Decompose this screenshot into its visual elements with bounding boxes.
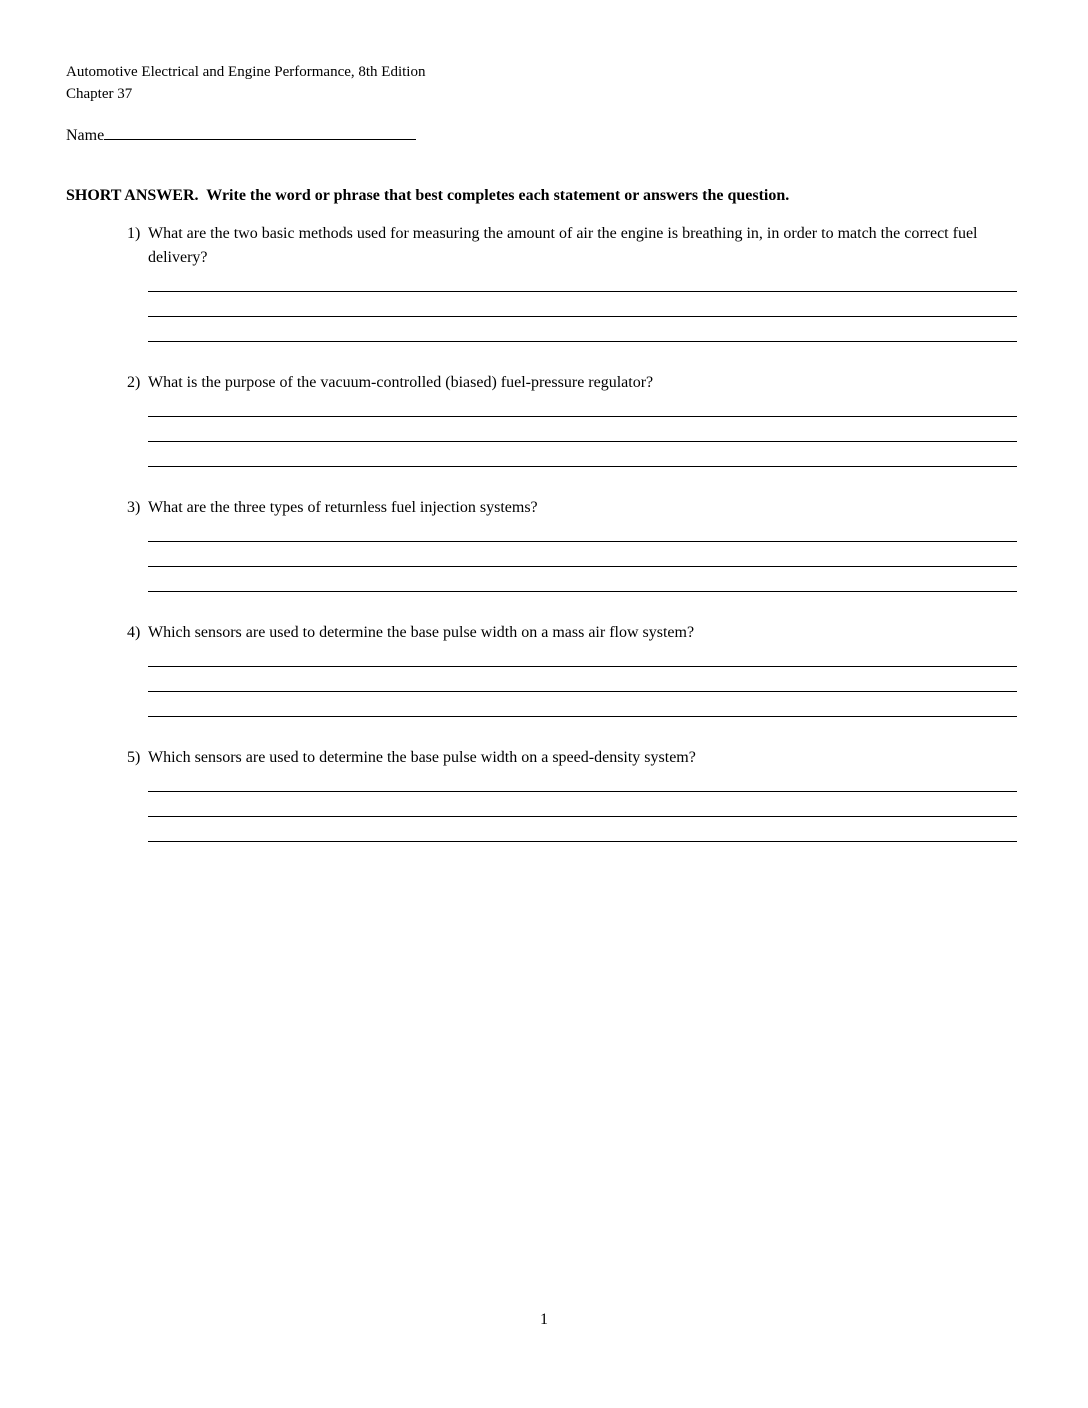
question-4 bbox=[0, 621, 1088, 741]
question-5-row bbox=[0, 746, 1088, 770]
document-header bbox=[66, 61, 425, 105]
question-1-text: What are the two basic methods used for measuring the amount of air the engine is breathing in, in order to match the correct fuel delivery? bbox=[148, 225, 978, 266]
answer-line[interactable] bbox=[148, 416, 1017, 441]
question-5-number: 5) bbox=[127, 749, 141, 766]
question-list bbox=[0, 222, 1088, 871]
answer-line[interactable] bbox=[148, 841, 1017, 866]
answer-line[interactable] bbox=[148, 541, 1017, 566]
name-blank[interactable] bbox=[104, 122, 416, 140]
section-heading: SHORT ANSWER. Write the word or phrase that best completes each statement or answers the question. bbox=[66, 187, 790, 204]
answer-line[interactable] bbox=[148, 566, 1017, 591]
question-4-row bbox=[0, 621, 1088, 645]
page-number: 1 bbox=[540, 1311, 548, 1328]
question-3-text: What are the three types of returnless fuel injection systems? bbox=[148, 499, 538, 516]
question-3-number: 3) bbox=[127, 499, 141, 516]
question-2-number: 2) bbox=[127, 374, 141, 391]
answer-line[interactable] bbox=[148, 816, 1017, 841]
answer-line[interactable] bbox=[148, 316, 1017, 341]
question-1 bbox=[0, 222, 1088, 366]
question-1-answer-lines bbox=[148, 291, 1017, 366]
book-title: Automotive Electrical and Engine Performance, 8th Edition bbox=[66, 64, 426, 80]
question-1-row bbox=[0, 222, 1088, 270]
name-row bbox=[66, 122, 416, 146]
answer-line[interactable] bbox=[148, 441, 1017, 466]
chapter-label: Chapter 37 bbox=[66, 86, 133, 102]
answer-line[interactable] bbox=[148, 466, 1017, 491]
question-3-answer-lines bbox=[148, 541, 1017, 616]
name-label: Name bbox=[66, 127, 105, 144]
question-3 bbox=[0, 496, 1088, 616]
question-2 bbox=[0, 371, 1088, 491]
question-5-answer-lines bbox=[148, 791, 1017, 866]
answer-line[interactable] bbox=[148, 716, 1017, 741]
answer-line[interactable] bbox=[148, 691, 1017, 716]
question-5-text: Which sensors are used to determine the base pulse width on a speed-density system? bbox=[148, 749, 696, 766]
question-2-text: What is the purpose of the vacuum-controlled (biased) fuel-pressure regulator? bbox=[148, 374, 654, 391]
question-4-answer-lines bbox=[148, 666, 1017, 741]
question-2-row bbox=[0, 371, 1088, 395]
question-1-number: 1) bbox=[127, 225, 141, 242]
question-5 bbox=[0, 746, 1088, 866]
question-4-number: 4) bbox=[127, 624, 141, 641]
answer-line[interactable] bbox=[148, 666, 1017, 691]
answer-line[interactable] bbox=[148, 591, 1017, 616]
answer-line[interactable] bbox=[148, 291, 1017, 316]
question-4-text: Which sensors are used to determine the base pulse width on a mass air flow system? bbox=[148, 624, 695, 641]
answer-line[interactable] bbox=[148, 791, 1017, 816]
question-2-answer-lines bbox=[148, 416, 1017, 491]
question-3-row bbox=[0, 496, 1088, 520]
answer-line[interactable] bbox=[148, 341, 1017, 366]
